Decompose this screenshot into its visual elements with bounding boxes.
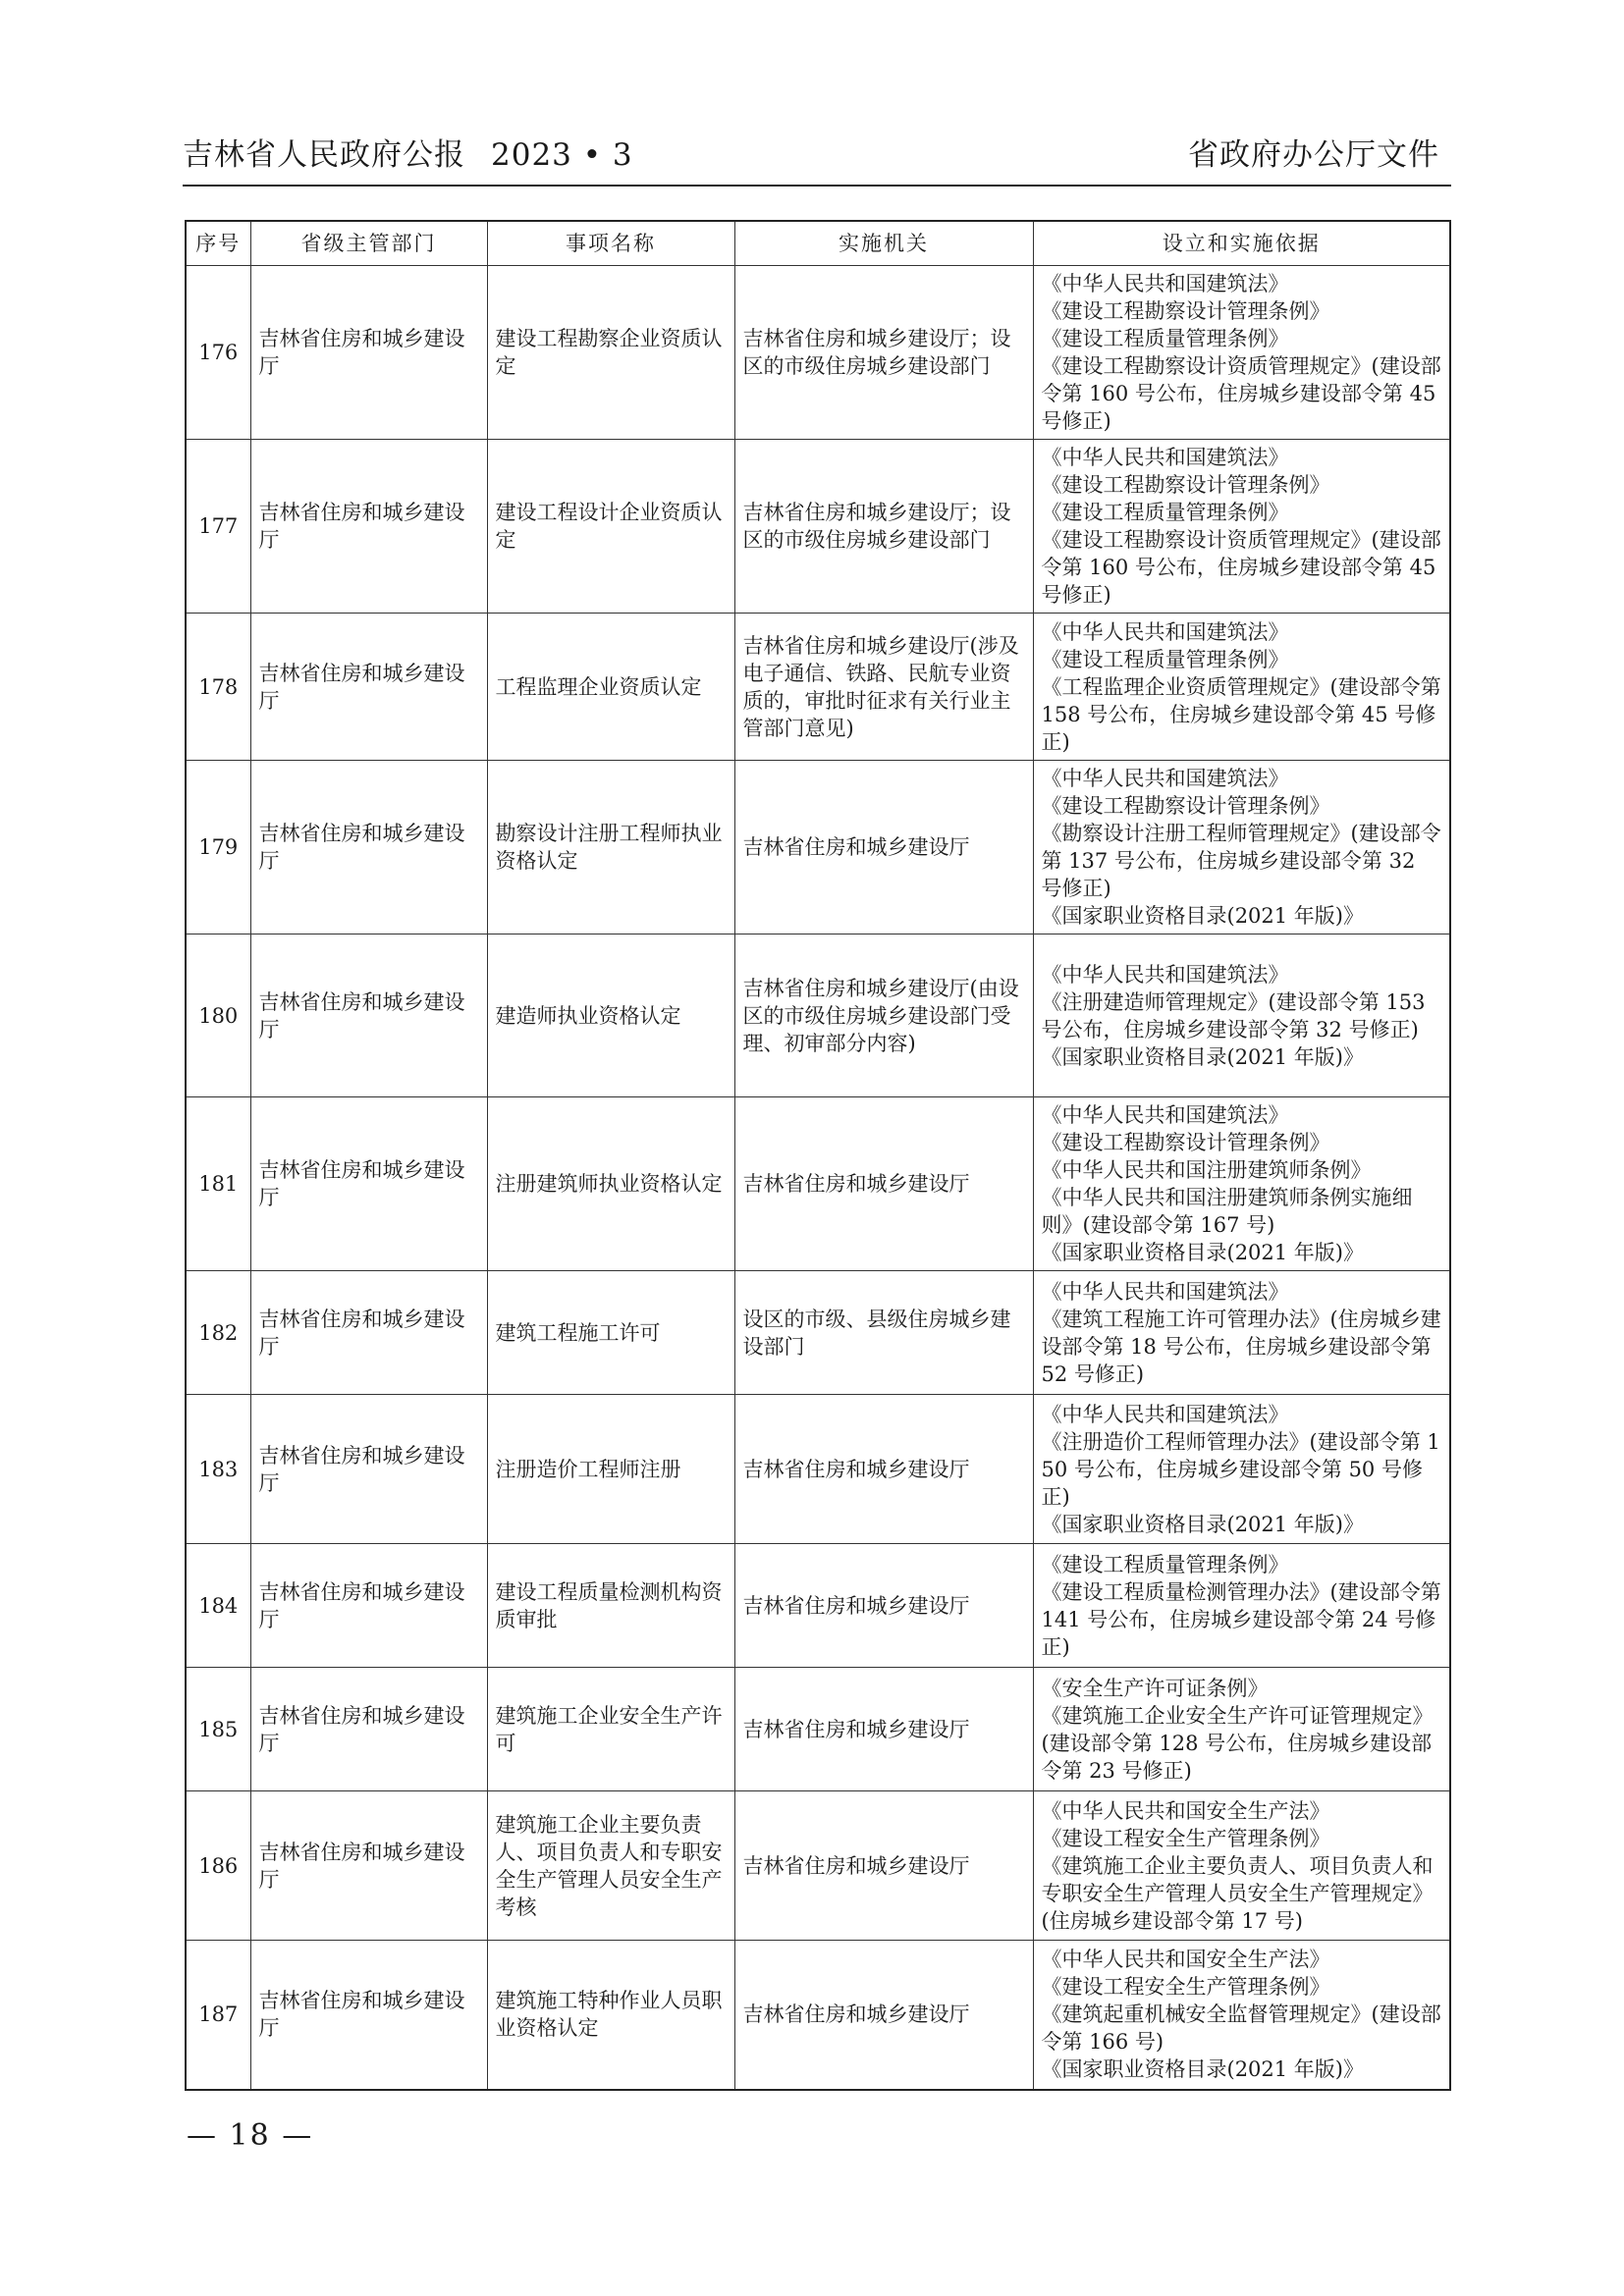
cell-item: 建设工程设计企业资质认定: [487, 440, 734, 614]
basis-line: 《建设工程安全生产管理条例》: [1041, 1975, 1330, 2000]
cell-item: 工程监理企业资质认定: [487, 614, 734, 761]
cell-basis: [1033, 1544, 1450, 1668]
publication-title: 吉林省人民政府公报: [183, 137, 465, 173]
cell-agency: 吉林省住房和城乡建设厅；设区的市级住房城乡建设部门: [734, 266, 1033, 440]
basis-line: 《中华人民共和国建筑法》: [1041, 1103, 1289, 1127]
basis-line: 《中华人民共和国建筑法》: [1041, 1402, 1289, 1426]
cell-agency: 吉林省住房和城乡建设厅: [734, 761, 1033, 934]
table-row: [186, 1395, 1450, 1544]
basis-line: 《注册造价工程师管理办法》(建设部令第 150 号公布，住房城乡建设部令第 50 号修正): [1041, 1429, 1440, 1509]
table-row: [186, 1271, 1450, 1395]
basis-line: 《中华人民共和国建筑法》: [1041, 1279, 1289, 1304]
cell-seq: 187: [186, 1941, 250, 2090]
basis-line: 《建设工程质量管理条例》: [1041, 327, 1289, 350]
basis-line: 《建筑工程施工许可管理办法》(住房城乡建设部令第 18 号公布，住房城乡建设部令第 52 号修正): [1041, 1307, 1441, 1386]
basis-line: 《国家职业资格目录(2021 年版)》: [1041, 904, 1365, 928]
basis-line: 《建设工程勘察设计管理条例》: [1041, 473, 1330, 497]
basis-line: 《建设工程勘察设计资质管理规定》(建设部令第 160 号公布，住房城乡建设部令第 45 号修正): [1041, 354, 1441, 433]
basis-line: 《建筑施工企业主要负责人、项目负责人和专职安全生产管理人员安全生产管理规定》(住房城乡建设部令第 17 号): [1041, 1853, 1434, 1933]
cell-department: 吉林省住房和城乡建设厅: [250, 614, 487, 761]
basis-line: 《中华人民共和国建筑法》: [1041, 619, 1289, 644]
basis-line: 《建设工程质量检测管理办法》(建设部令第 141 号公布，住房城乡建设部令第 24 号修正): [1041, 1579, 1441, 1659]
cell-item: 注册建筑师执业资格认定: [487, 1097, 734, 1271]
cell-agency: 吉林省住房和城乡建设厅: [734, 1395, 1033, 1544]
cell-seq: 183: [186, 1395, 250, 1544]
cell-item: 勘察设计注册工程师执业资格认定: [487, 761, 734, 934]
basis-line: 《建筑起重机械安全监督管理规定》(建设部令第 166 号): [1041, 2002, 1441, 2055]
basis-line: 《中华人民共和国注册建筑师条例》: [1041, 1158, 1372, 1182]
cell-agency: 吉林省住房和城乡建设厅: [734, 1791, 1033, 1941]
cell-department: 吉林省住房和城乡建设厅: [250, 761, 487, 934]
cell-item: 建设工程质量检测机构资质审批: [487, 1544, 734, 1668]
cell-basis: [1033, 1668, 1450, 1791]
cell-basis: [1033, 761, 1450, 934]
column-header-agency: 实施机关: [734, 221, 1033, 266]
table-row: [186, 614, 1450, 761]
cell-basis: [1033, 614, 1450, 761]
cell-basis: [1033, 934, 1450, 1097]
cell-basis: [1033, 1097, 1450, 1271]
basis-line: 《建设工程勘察设计资质管理规定》(建设部令第 160 号公布，住房城乡建设部令第 45 号修正): [1041, 528, 1441, 607]
table-row: [186, 1097, 1450, 1271]
basis-line: 《国家职业资格目录(2021 年版)》: [1041, 1241, 1365, 1264]
cell-department: 吉林省住房和城乡建设厅: [250, 934, 487, 1097]
basis-line: 《国家职业资格目录(2021 年版)》: [1041, 1044, 1365, 1069]
cell-item: 建设工程勘察企业资质认定: [487, 266, 734, 440]
basis-line: 《建设工程质量管理条例》: [1041, 1552, 1289, 1576]
cell-basis: [1033, 1395, 1450, 1544]
basis-line: 《国家职业资格目录(2021 年版)》: [1041, 1512, 1365, 1536]
page-number: — 18 —: [187, 2118, 314, 2153]
cell-department: 吉林省住房和城乡建设厅: [250, 440, 487, 614]
basis-line: 《工程监理企业资质管理规定》(建设部令第 158 号公布，住房城乡建设部令第 45 号修正): [1041, 674, 1441, 754]
cell-seq: 178: [186, 614, 250, 761]
basis-line: 《建设工程质量管理条例》: [1041, 647, 1289, 671]
cell-seq: 180: [186, 934, 250, 1097]
cell-department: 吉林省住房和城乡建设厅: [250, 1271, 487, 1395]
basis-line: 《注册建造师管理规定》(建设部令第 153 号公布，住房城乡建设部令第 32 号修正): [1041, 989, 1426, 1041]
basis-line: 《建设工程勘察设计管理条例》: [1041, 794, 1330, 818]
basis-line: 《建设工程安全生产管理条例》: [1041, 1826, 1330, 1850]
basis-line: 《建筑施工企业安全生产许可证管理规定》(建设部令第 128 号公布，住房城乡建设部令第 23 号修正): [1041, 1703, 1434, 1783]
basis-line: 《建设工程勘察设计管理条例》: [1041, 1131, 1330, 1154]
table-row: [186, 1544, 1450, 1668]
cell-item: 建筑施工企业主要负责人、项目负责人和专职安全生产管理人员安全生产考核: [487, 1791, 734, 1941]
cell-department: 吉林省住房和城乡建设厅: [250, 1668, 487, 1791]
cell-agency: 设区的市级、县级住房城乡建设部门: [734, 1271, 1033, 1395]
table-row: [186, 934, 1450, 1097]
cell-seq: 181: [186, 1097, 250, 1271]
cell-item: 建造师执业资格认定: [487, 934, 734, 1097]
cell-department: 吉林省住房和城乡建设厅: [250, 1395, 487, 1544]
cell-item: 注册造价工程师注册: [487, 1395, 734, 1544]
basis-line: 《中华人民共和国建筑法》: [1041, 767, 1289, 790]
basis-line: 《国家职业资格目录(2021 年版)》: [1041, 2057, 1365, 2082]
cell-seq: 186: [186, 1791, 250, 1941]
cell-seq: 185: [186, 1668, 250, 1791]
table-row: [186, 266, 1450, 440]
column-header-seq: 序号: [186, 221, 250, 266]
section-title: 省政府办公厅文件: [1188, 137, 1439, 173]
table-row: [186, 1668, 1450, 1791]
basis-line: 《建设工程质量管理条例》: [1041, 501, 1289, 524]
column-header-item: 事项名称: [487, 221, 734, 266]
cell-item: 建筑工程施工许可: [487, 1271, 734, 1395]
cell-item: 建筑施工企业安全生产许可: [487, 1668, 734, 1791]
column-header-department: 省级主管部门: [250, 221, 487, 266]
basis-line: 《建设工程勘察设计管理条例》: [1041, 299, 1330, 323]
cell-agency: 吉林省住房和城乡建设厅: [734, 1941, 1033, 2090]
admin-items-table: [185, 220, 1451, 2091]
basis-line: 《中华人民共和国建筑法》: [1041, 446, 1289, 469]
cell-agency: 吉林省住房和城乡建设厅(涉及电子通信、铁路、民航专业资质的，审批时征求有关行业主管部门意见): [734, 614, 1033, 761]
cell-seq: 184: [186, 1544, 250, 1668]
column-header-basis: 设立和实施依据: [1033, 221, 1450, 266]
cell-basis: [1033, 440, 1450, 614]
table-row: [186, 1941, 1450, 2090]
basis-line: 《中华人民共和国安全生产法》: [1041, 1798, 1330, 1823]
cell-department: 吉林省住房和城乡建设厅: [250, 1941, 487, 2090]
cell-department: 吉林省住房和城乡建设厅: [250, 1097, 487, 1271]
cell-seq: 177: [186, 440, 250, 614]
cell-basis: [1033, 1791, 1450, 1941]
cell-basis: [1033, 1271, 1450, 1395]
cell-item: 建筑施工特种作业人员职业资格认定: [487, 1941, 734, 2090]
header-divider: [183, 185, 1451, 187]
basis-line: 《中华人民共和国建筑法》: [1041, 272, 1289, 295]
cell-seq: 176: [186, 266, 250, 440]
table-row: [186, 440, 1450, 614]
basis-line: 《安全生产许可证条例》: [1041, 1676, 1269, 1700]
issue-number: 2023 • 3: [491, 137, 633, 173]
cell-seq: 182: [186, 1271, 250, 1395]
publication-header: [183, 130, 633, 174]
cell-agency: 吉林省住房和城乡建设厅: [734, 1097, 1033, 1271]
table-header-row: [186, 221, 1450, 266]
cell-agency: 吉林省住房和城乡建设厅；设区的市级住房城乡建设部门: [734, 440, 1033, 614]
basis-line: 《勘察设计注册工程师管理规定》(建设部令第 137 号公布，住房城乡建设部令第 32 号修正): [1041, 822, 1441, 900]
table-row: [186, 1791, 1450, 1941]
cell-agency: 吉林省住房和城乡建设厅: [734, 1544, 1033, 1668]
cell-department: 吉林省住房和城乡建设厅: [250, 1791, 487, 1941]
table-body: [186, 266, 1450, 2090]
cell-seq: 179: [186, 761, 250, 934]
cell-department: 吉林省住房和城乡建设厅: [250, 1544, 487, 1668]
cell-basis: [1033, 266, 1450, 440]
basis-line: 《中华人民共和国注册建筑师条例实施细则》(建设部令第 167 号): [1041, 1186, 1413, 1237]
basis-line: 《中华人民共和国安全生产法》: [1041, 1948, 1330, 1972]
cell-agency: 吉林省住房和城乡建设厅: [734, 1668, 1033, 1791]
cell-basis: [1033, 1941, 1450, 2090]
basis-line: 《中华人民共和国建筑法》: [1041, 962, 1289, 987]
table-row: [186, 761, 1450, 934]
cell-department: 吉林省住房和城乡建设厅: [250, 266, 487, 440]
cell-agency: 吉林省住房和城乡建设厅(由设区的市级住房城乡建设部门受理、初审部分内容): [734, 934, 1033, 1097]
